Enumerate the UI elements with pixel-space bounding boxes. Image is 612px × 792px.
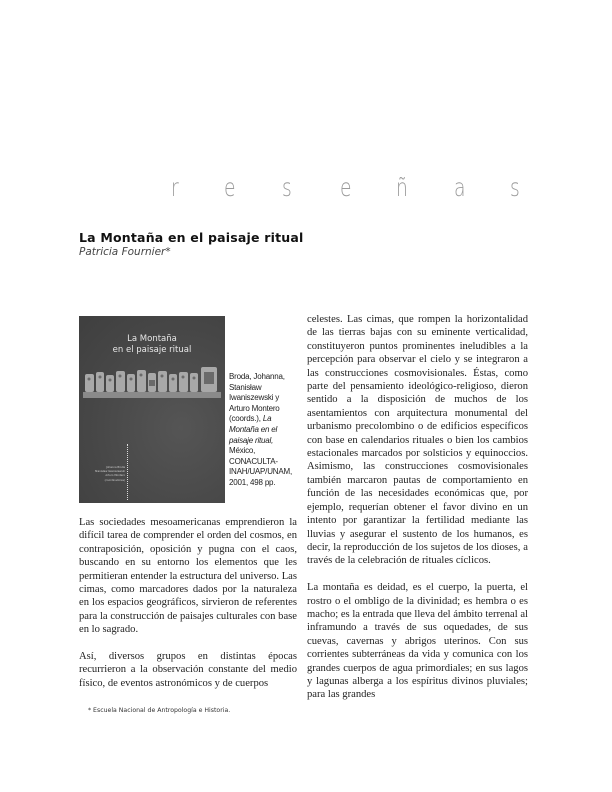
cover-credits: Johanna Broda Stanisław Iwaniszewski Arturo Montero (coordinadores) <box>94 466 125 482</box>
biblio-authors: Broda, Johanna, Stanisław Iwaniszewski y Arturo Montero (coords.), <box>229 372 285 424</box>
heading-letter: e <box>340 173 352 202</box>
heading-letter: s <box>282 173 292 202</box>
heading-letter: ñ <box>396 173 408 202</box>
heading-letter: a <box>454 173 466 202</box>
cover-divider <box>127 444 128 500</box>
heading-letter: e <box>224 173 236 202</box>
book-cover-image <box>79 316 225 503</box>
paragraph: Así, diversos grupos en distintas épocas recurrieron a la observación constante del medio físico, de eventos astronómicos y de cuerpos <box>79 651 297 689</box>
article-author: Patricia Fournier* <box>79 246 171 258</box>
biblio-book-title: La Montaña en el paisaje ritual, <box>229 414 278 445</box>
biblio-publisher: México, CONACULTA-INAH/UAP/UNAM, 2001, 498 pp. <box>229 446 292 487</box>
body-column-left <box>79 516 297 704</box>
paragraph: La montaña es deidad, es el cuerpo, la puerta, el rostro o el ombligo de la divinidad; es hembra o es macho; es la entrada que lleva del ámbito terrenal al inframundo a través de sus oquedades, de sus cuevas, cavernas y abrigos uterinos. Con sus corrientes subterráneas da vida y comunica con los grandes cuerpos de agua primordiales; en sus lagos y lagunas alberga a los espíritus divinos pluviales; para las grandes <box>307 582 528 701</box>
cover-title: La Montaña en el paisaje ritual <box>112 334 192 355</box>
heading-letter: r <box>171 173 179 202</box>
paragraph: celestes. Las cimas, que rompen la horizontalidad de las tierras bajas con su eminente verticalidad, constituyeron puntos prominentes ineludibles a la percepción para observar el cielo y se integraron a las construcciones cosmovisionales. Éstas, como parte del pensamiento ideológico-religioso, dieron sentido a la disposición de muchos de los asentamientos con arquitectura monumental del urbanismo precolombino o de edificios específicos con base en calendarios rituales o bien los cambios estacionales marcados por solsticios y equinoccios. Asimismo, las construcciones cosmovisionales también marcaron pautas de comportamiento en función de las necesidades económicas que, por ejemplo, requerían obtener el favor divino en un intento por garantizar la fertilidad mediante las lluvias y asegurar el sustento de los humanos, es decir, la reproducción de los sujetos de los dioses, a través de la celebración de rituales cíclicos. <box>307 314 528 567</box>
article-title: La Montaña en el paisaje ritual <box>79 230 304 245</box>
paragraph: Las sociedades mesoamericanas emprendieron la difícil tarea de comprender el orden del cosmos, en contraposición, oposición y pugna con el caos, buscando en su entorno los elementos que les permitieran entender la estructura del universo. Las cimas, como marcadores dados por la naturaleza en los espacios geográficos, sirvieron de referentes para la construcción de paisajes culturales con base en lo sagrado. <box>79 517 297 636</box>
bibliographic-reference <box>229 372 295 489</box>
section-heading-resenas <box>0 168 612 208</box>
body-column-right <box>307 313 528 715</box>
heading-letter: s <box>510 173 520 202</box>
sculpture-frieze-illustration <box>83 366 221 398</box>
author-affiliation-footnote: * Escuela Nacional de Antropología e Historia. <box>88 707 231 714</box>
